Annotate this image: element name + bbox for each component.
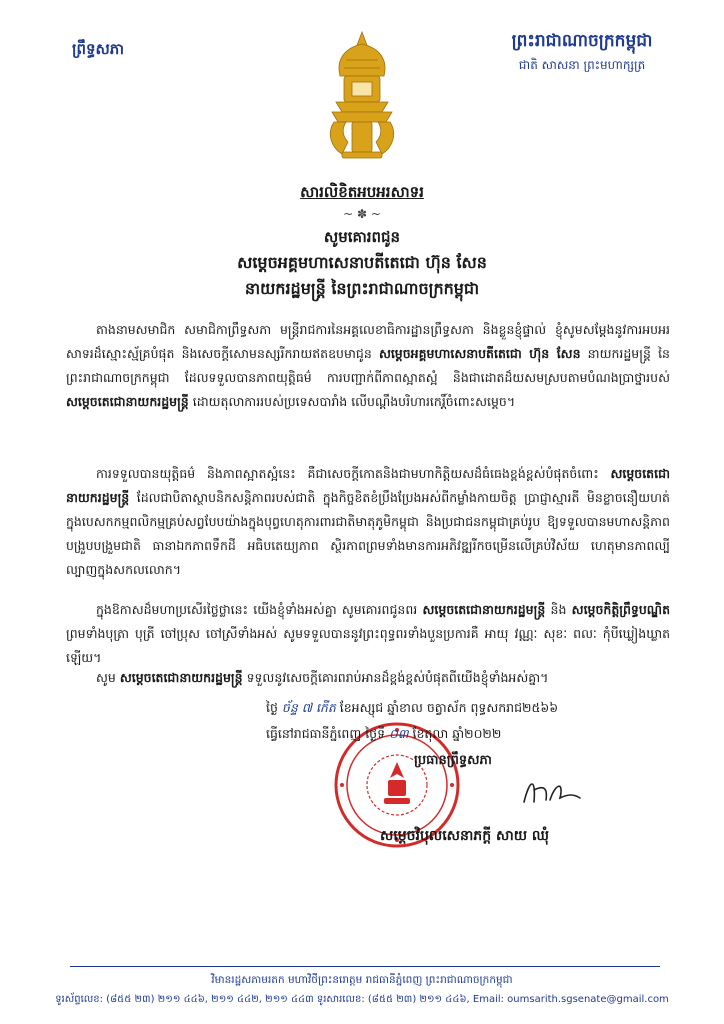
senate-header-left: ព្រឹទ្ធសភា [72, 40, 125, 58]
body-paragraph-4: សូម សម្ដេចតេជោនាយករដ្ឋមន្ត្រី ទទួលនូវសេចក្ដីគោរពរាប់អានដ៏ខ្ពង់ខ្ពស់បំផុតពីយើងខ្ញុំទាំងអស់គ្នា។ [96, 670, 549, 685]
addressee-name: សម្ដេចអគ្គមហាសេនាបតីតេជោ ហ៊ុន សែន [237, 253, 487, 272]
royal-emblem-logo [322, 30, 402, 160]
title-ornament: ~ ✽ ~ [343, 207, 381, 221]
body-paragraph-2: ការទទួលបានយុត្តិធម៌ និងភាពស្អាតស្អំនេះ គឺជាសេចក្ដីកោតនិងជាមហាកិត្តិយសដ៏ធំធេងខ្ពង់ខ្ពស់បំផុតចំពោះ សម្ដេចតេជោនាយករដ្ឋមន្ត្រី ដែលជាបិតាស្ថាបនិកសន្តិភាពរបស់ជាតិ ក្នុងកិច្ចខិតខំប្រឹងប្រែងអស់ពីកម្លាំងកាយចិត្ត ប្រាជ្ញាស្មារតី មិនខ្លាចនឿយហត់ក្នុងបេសកកម្មពលិកម្មគ្រប់សព្វបែបយ៉ាងក្នុងបុព្វហេតុការពារជាតិមាតុភូមិកម្ពុជា និងប្រជាជនកម្ពុជាគ្រប់រូប ឱ្យទទួលបានមហាសន្តិភាព បង្រួបបង្រួមជាតិ ធានាឯកភាពទឹកដី អធិបតេយ្យភាព ស្ថិរភាពព្រមទាំងមានការអភិវឌ្ឍរីកចម្រើនលើគ្រប់វិស័យ ហេតុមានភាពល្បីល្បាញក្នុងសកលលោក។ [66, 466, 670, 577]
addressee-title: នាយករដ្ឋមន្ត្រី នៃព្រះរាជាណាចក្រកម្ពុជា [244, 279, 480, 298]
footer-divider [70, 966, 660, 967]
gregorian-date-line: ធ្វើនៅរាជធានីភ្នំពេញ ថ្ងៃទី ០៣ ខែតុលា ឆ្នាំ២០២២ [266, 726, 502, 741]
lunar-date-line: ថ្ងៃ ច័ន្ទ ៧ កើត ខែអស្សុជ ឆ្នាំខាល ចត្វាស័ក ពុទ្ធសករាជ២៥៦៦ [266, 700, 559, 715]
footer-address: វិមានរដ្ឋសភាមរតក មហាវិថីព្រះនរោត្តម រាជធានីភ្នំពេញ ព្រះរាជាណាចក្រកម្ពុជា [211, 974, 513, 986]
signer-name: សម្ដេចវិបុលសេនាភក្ដី សាយ ឈុំ [380, 828, 550, 844]
signer-position: ប្រធានព្រឹទ្ធសភា [414, 753, 492, 768]
body-paragraph-1: តាងនាមសមាជិក សមាជិកាព្រឹទ្ធសភា មន្ត្រីរាជការនៃអគ្គលេខាធិការដ្ឋានព្រឹទ្ធសភា និងខ្លួនខ្ញុំផ្ទាល់ ខ្ញុំសូមសម្ដែងនូវការអបអរសាទរដ៏ស្មោះស្ម័គ្របំផុត និងសេចក្ដីសោមនស្សរីករាយឥតឧបមាជូន សម្ដេចអគ្គមហាសេនាបតីតេជោ ហ៊ុន សែន នាយករដ្ឋមន្ត្រី នៃព្រះរាជាណាចក្រកម្ពុជា ដែលទទួលបានភាពយុត្តិធម៌ ការបញ្ជាក់ពីភាពស្អាតស្អំ និងជាដោតដ៏យសមស្របតាមបំណងប្រាថ្នារបស់ សម្ដេចតេជោនាយករដ្ឋមន្ត្រី ដោយតុលាការរបស់ប្រទេសបារាំង លើបណ្ដឹងបរិហារកេរ្តិ៍ចំពោះសម្ដេច។ [66, 322, 670, 409]
handwritten-lunar-day: ច័ន្ទ ៧ កើត [281, 700, 336, 715]
document-type-title: សារលិខិតអបអរសាទរ [300, 183, 424, 201]
kingdom-name: ព្រះរាជាណាចក្រកម្ពុជា [511, 31, 653, 51]
addressee-salutation: សូមគោរពជូន [323, 228, 401, 246]
national-motto: ជាតិ សាសនា ព្រះមហាក្សត្រ [518, 58, 646, 72]
handwritten-signature [520, 772, 590, 812]
body-paragraph-3: ក្នុងឱកាសដ៏មហាប្រសើរថ្លៃថ្លានេះ យើងខ្ញុំទាំងអស់គ្នា សូមគោរពជូនពរ សម្ដេចតេជោនាយករដ្ឋមន្ត្រី និង សម្ដេចកិត្តិព្រឹទ្ធបណ្ឌិត ព្រមទាំងបុត្រា បុត្រី ចៅប្រុស ចៅស្រីទាំងអស់ សូមទទួលបាននូវព្រះពុទ្ធពរទាំងបួនប្រការគឺ អាយុ វណ្ណៈ សុខៈ ពលៈ កុំបីឃ្លៀងឃ្លាតឡើយ។ [66, 602, 670, 665]
kingdom-header [472, 30, 692, 75]
footer-contact: ទូរស័ព្ទលេខ: (៨៥៥ ២៣) ២១១ ៤៤៦, ២១១ ៤៤២, ២១១ ៤៤៣ ទូរសារលេខ: (៨៥៥ ២៣) ២១១ ៤៤៦, Email: oumsarith.sgsenate@gmail.com [55, 994, 669, 1005]
handwritten-day-number: ០៣ [389, 726, 409, 741]
